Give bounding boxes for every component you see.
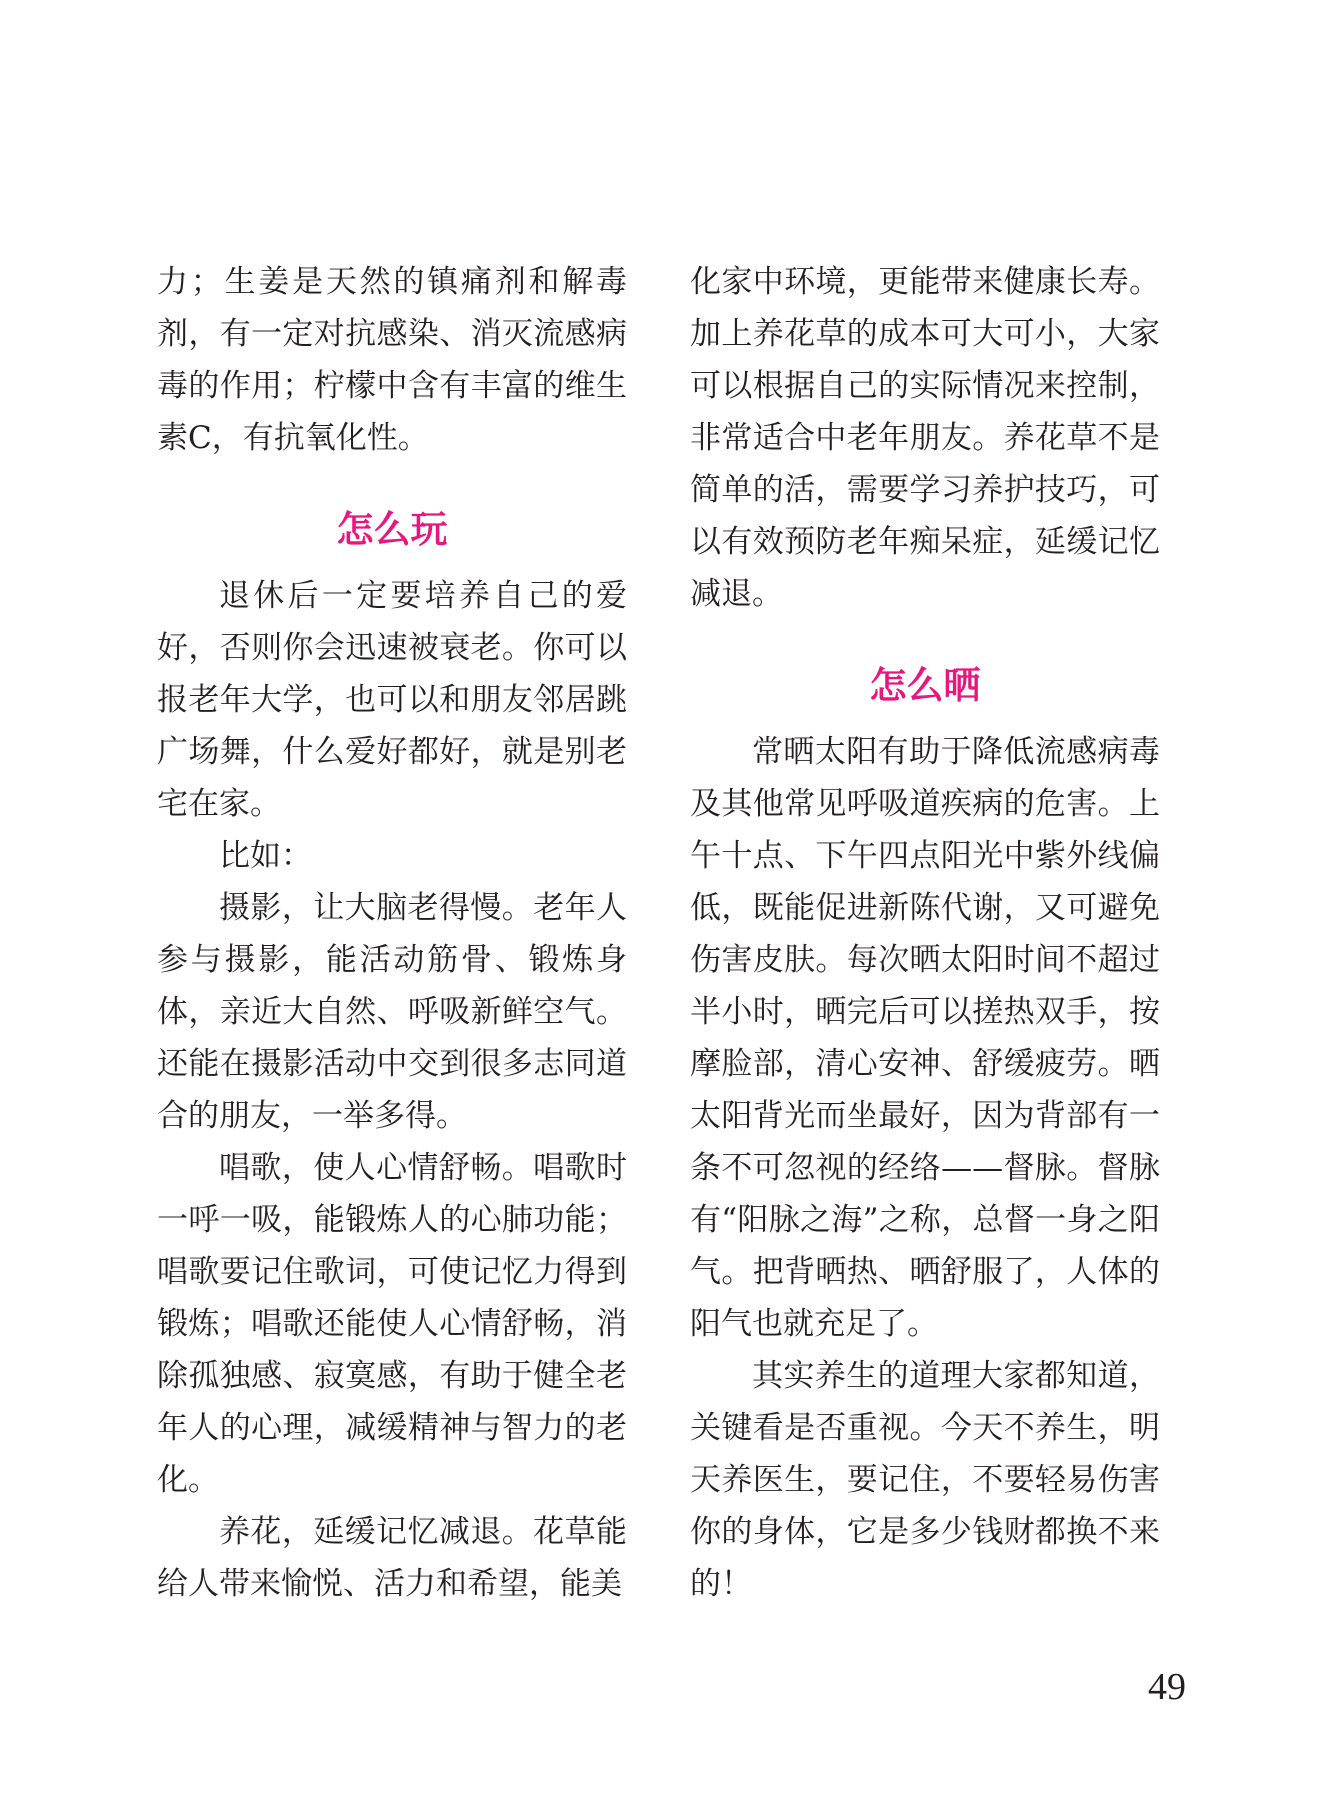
paragraph-for-example: 比如： bbox=[219, 838, 312, 874]
paragraph-gardening: 养花，延缓记忆减退。花草能给人带来愉悦、活力和希望，能美 bbox=[157, 1514, 627, 1602]
paragraph-photography: 摄影，让大脑老得慢。老年人参与摄影，能活动筋骨、锻炼身体，亲近大自然、呼吸新鲜空气。还能在摄影活动中交到很多志同道合的朋友，一举多得。 bbox=[157, 890, 627, 1134]
left-column bbox=[157, 256, 627, 1610]
paragraph-conclusion: 其实养生的道理大家都知道，关键看是否重视。今天不养生，明天养医生，要记住，不要轻易伤害你的身体，它是多少钱财都换不来的！ bbox=[690, 1358, 1160, 1602]
section-heading-how-to-sunbathe: 怎么晒 bbox=[869, 664, 981, 707]
right-column bbox=[690, 256, 1160, 1610]
page-number: 49 bbox=[1148, 1666, 1186, 1708]
paragraph-sunbathing: 常晒太阳有助于降低流感病毒及其他常见呼吸道疾病的危害。上午十点、下午四点阳光中紫外线偏低，既能促进新陈代谢，又可避免伤害皮肤。每次晒太阳时间不超过半小时，晒完后可以搓热双手，按摩脸部，清心安神、舒缓疲劳。晒太阳背光而坐最好，因为背部有一条不可忽视的经络——督脉。督脉有“阳脉之海”之称，总督一身之阳气。把背晒热、晒舒服了，人体的阳气也就充足了。 bbox=[690, 734, 1160, 1342]
paragraph-ginger-lemon: 力；生姜是天然的镇痛剂和解毒剂，有一定对抗感染、消灭流感病毒的作用；柠檬中含有丰富的维生素C，有抗氧化性。 bbox=[157, 264, 627, 456]
paragraph-singing: 唱歌，使人心情舒畅。唱歌时一呼一吸，能锻炼人的心肺功能；唱歌要记住歌词，可使记忆力得到锻炼；唱歌还能使人心情舒畅，消除孤独感、寂寞感，有助于健全老年人的心理，减缓精神与智力的老化。 bbox=[157, 1150, 627, 1498]
paragraph-hobbies: 退休后一定要培养自己的爱好，否则你会迅速被衰老。你可以报老年大学，也可以和朋友邻居跳广场舞，什么爱好都好，就是别老宅在家。 bbox=[157, 578, 627, 822]
paragraph-gardening-continued: 化家中环境，更能带来健康长寿。加上养花草的成本可大可小，大家可以根据自己的实际情况来控制，非常适合中老年朋友。养花草不是简单的活，需要学习养护技巧，可以有效预防老年痴呆症，延缓记忆减退。 bbox=[690, 264, 1160, 612]
section-heading-how-to-play: 怎么玩 bbox=[336, 508, 448, 551]
